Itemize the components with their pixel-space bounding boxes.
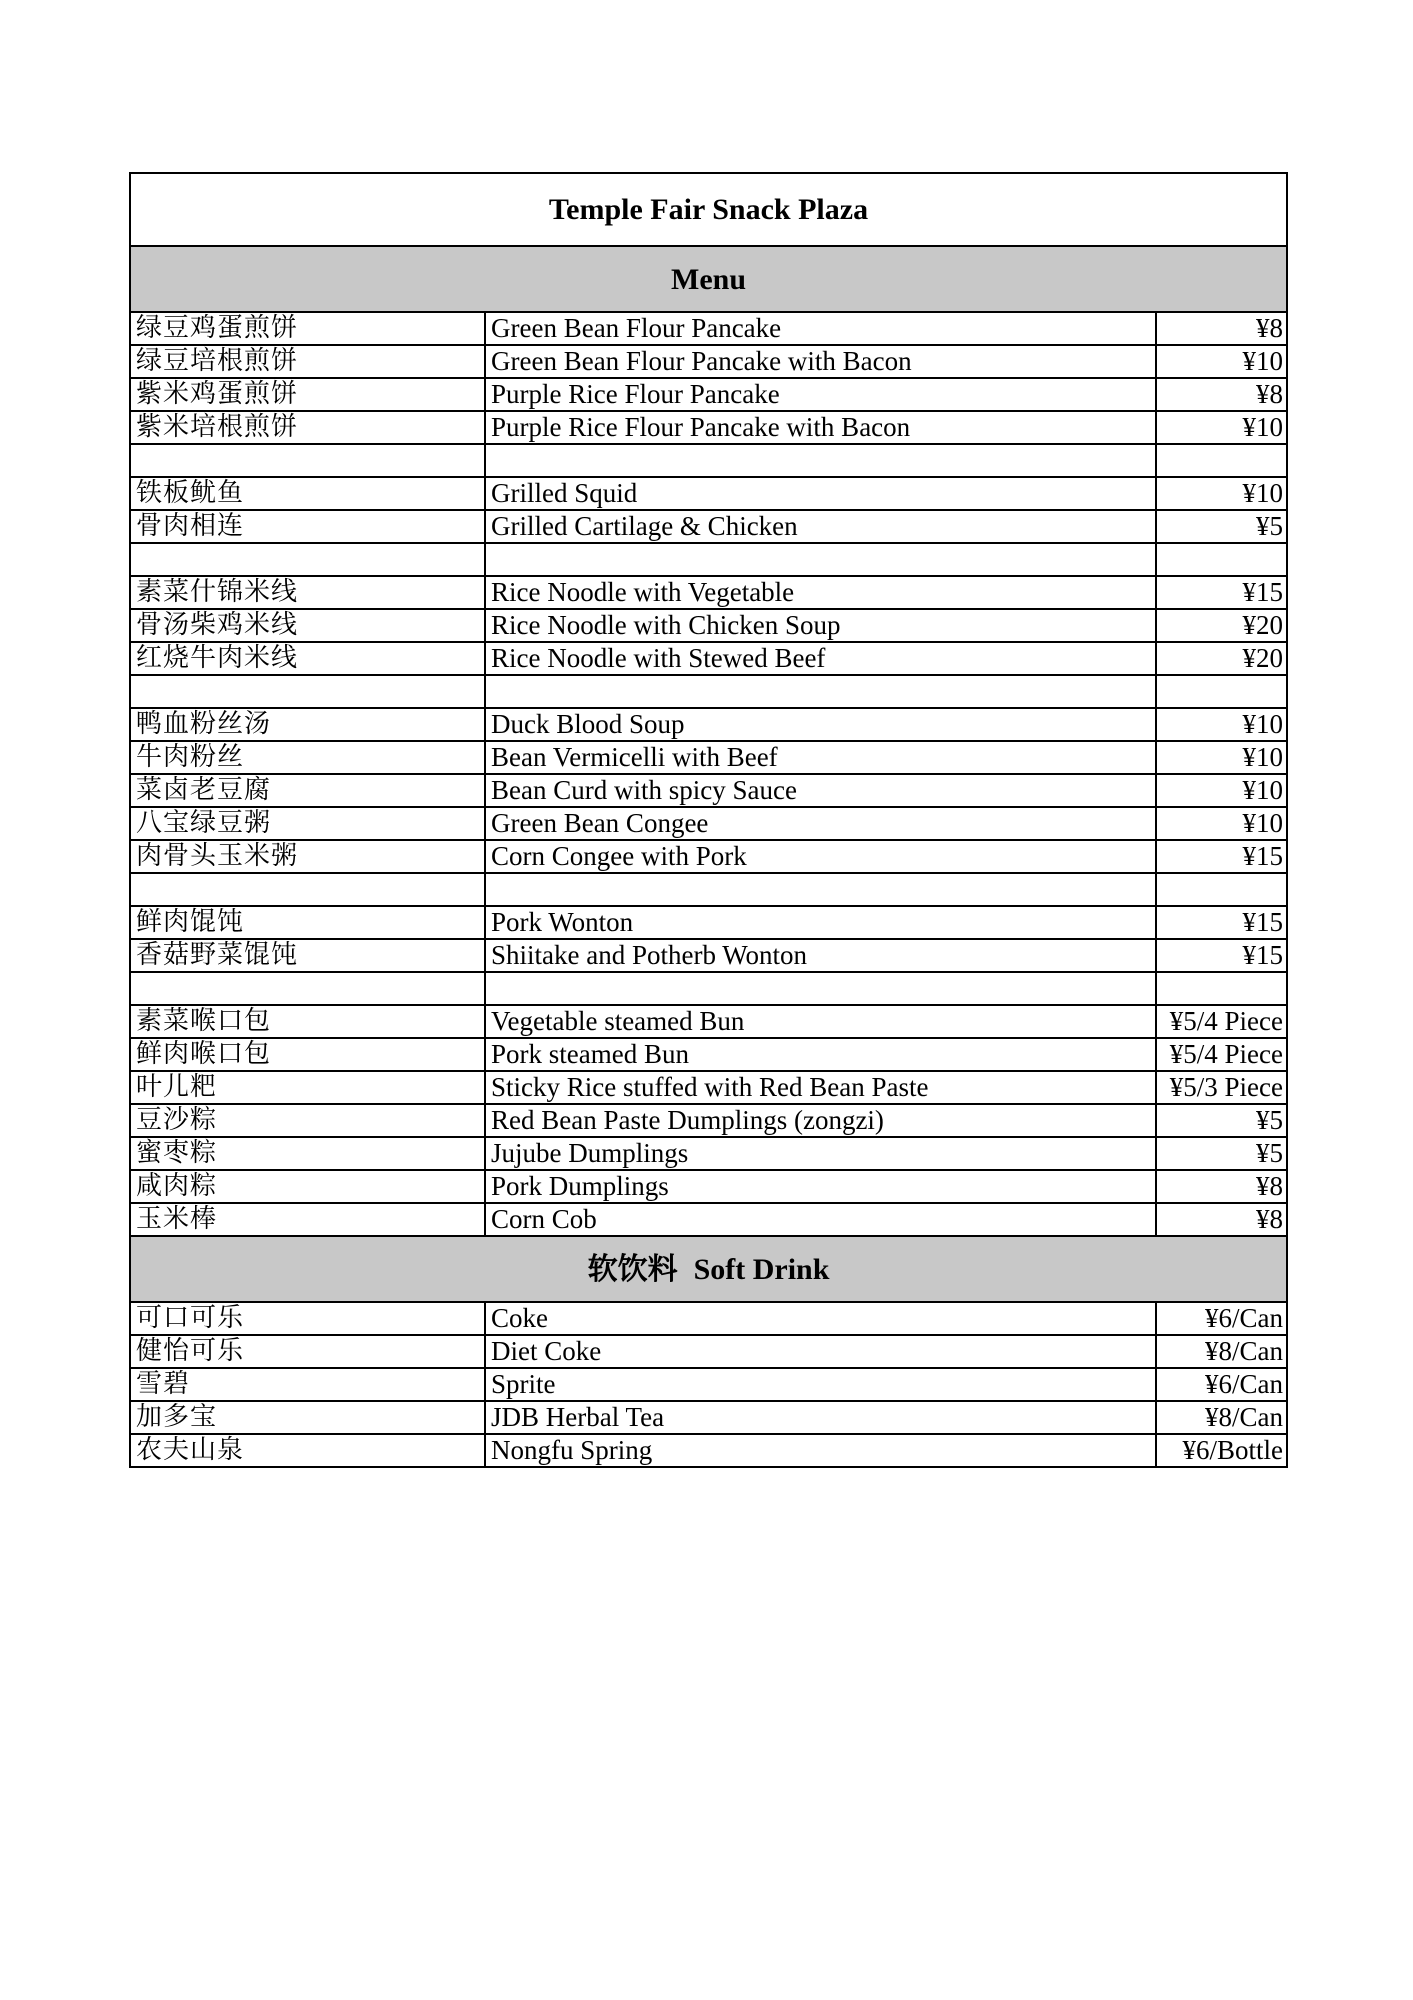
item-price: ¥10 bbox=[1156, 741, 1287, 774]
menu-item-row bbox=[130, 1038, 1287, 1071]
menu-item-row bbox=[130, 576, 1287, 609]
menu-table bbox=[129, 172, 1288, 1468]
menu-item-row bbox=[130, 741, 1287, 774]
menu-item-row bbox=[130, 807, 1287, 840]
item-price bbox=[1156, 444, 1287, 477]
menu-item-row bbox=[130, 906, 1287, 939]
item-name-cn: 鲜肉馄饨 bbox=[130, 906, 485, 939]
item-name-cn: 绿豆鸡蛋煎饼 bbox=[130, 312, 485, 345]
item-name-en: Duck Blood Soup bbox=[485, 708, 1156, 741]
item-name-cn: 素菜什锦米线 bbox=[130, 576, 485, 609]
item-name-en: Pork steamed Bun bbox=[485, 1038, 1156, 1071]
item-name-en: Shiitake and Potherb Wonton bbox=[485, 939, 1156, 972]
item-name-cn: 农夫山泉 bbox=[130, 1434, 485, 1467]
item-price: ¥6/Can bbox=[1156, 1302, 1287, 1335]
item-name-en: Vegetable steamed Bun bbox=[485, 1005, 1156, 1038]
spacer-row bbox=[130, 675, 1287, 708]
spacer-row bbox=[130, 873, 1287, 906]
item-name-en: Grilled Cartilage & Chicken bbox=[485, 510, 1156, 543]
item-price: ¥10 bbox=[1156, 807, 1287, 840]
menu-item-row bbox=[130, 708, 1287, 741]
item-name-cn: 红烧牛肉米线 bbox=[130, 642, 485, 675]
item-name-cn bbox=[130, 675, 485, 708]
section-heading-cn: 软饮料 bbox=[587, 1251, 678, 1287]
item-price: ¥5/4 Piece bbox=[1156, 1038, 1287, 1071]
item-name-en bbox=[485, 675, 1156, 708]
item-price: ¥20 bbox=[1156, 609, 1287, 642]
menu-item-row bbox=[130, 1104, 1287, 1137]
item-name-cn: 健怡可乐 bbox=[130, 1335, 485, 1368]
item-name-cn: 香菇野菜馄饨 bbox=[130, 939, 485, 972]
item-name-en: Sticky Rice stuffed with Red Bean Paste bbox=[485, 1071, 1156, 1104]
item-name-en: Green Bean Flour Pancake with Bacon bbox=[485, 345, 1156, 378]
item-name-en: Coke bbox=[485, 1302, 1156, 1335]
item-name-en: Green Bean Flour Pancake bbox=[485, 312, 1156, 345]
item-name-en: Red Bean Paste Dumplings (zongzi) bbox=[485, 1104, 1156, 1137]
item-name-en: Jujube Dumplings bbox=[485, 1137, 1156, 1170]
item-price: ¥15 bbox=[1156, 576, 1287, 609]
item-name-cn: 肉骨头玉米粥 bbox=[130, 840, 485, 873]
section-heading bbox=[130, 246, 1287, 312]
menu-item-row bbox=[130, 840, 1287, 873]
item-name-en: Rice Noodle with Vegetable bbox=[485, 576, 1156, 609]
menu-item-row bbox=[130, 411, 1287, 444]
menu-item-row bbox=[130, 1203, 1287, 1236]
item-name-en: Pork Dumplings bbox=[485, 1170, 1156, 1203]
item-name-en: Grilled Squid bbox=[485, 477, 1156, 510]
item-name-cn: 铁板鱿鱼 bbox=[130, 477, 485, 510]
item-name-en: Pork Wonton bbox=[485, 906, 1156, 939]
item-name-cn: 骨肉相连 bbox=[130, 510, 485, 543]
item-name-cn: 紫米鸡蛋煎饼 bbox=[130, 378, 485, 411]
item-price: ¥8/Can bbox=[1156, 1401, 1287, 1434]
item-name-cn: 素菜喉口包 bbox=[130, 1005, 485, 1038]
item-name-cn: 紫米培根煎饼 bbox=[130, 411, 485, 444]
item-name-en: Rice Noodle with Chicken Soup bbox=[485, 609, 1156, 642]
spacer-row bbox=[130, 972, 1287, 1005]
menu-item-row bbox=[130, 642, 1287, 675]
item-name-en: Purple Rice Flour Pancake with Bacon bbox=[485, 411, 1156, 444]
item-name-cn bbox=[130, 444, 485, 477]
item-price: ¥5 bbox=[1156, 510, 1287, 543]
item-price bbox=[1156, 873, 1287, 906]
menu-item-row bbox=[130, 1170, 1287, 1203]
item-price bbox=[1156, 543, 1287, 576]
item-name-cn: 菜卤老豆腐 bbox=[130, 774, 485, 807]
item-name-en bbox=[485, 873, 1156, 906]
spacer-row bbox=[130, 543, 1287, 576]
item-price: ¥8 bbox=[1156, 1170, 1287, 1203]
item-name-en: Rice Noodle with Stewed Beef bbox=[485, 642, 1156, 675]
item-name-en bbox=[485, 972, 1156, 1005]
item-price bbox=[1156, 972, 1287, 1005]
item-name-cn: 玉米棒 bbox=[130, 1203, 485, 1236]
section-header bbox=[130, 1236, 1287, 1302]
item-price: ¥10 bbox=[1156, 774, 1287, 807]
item-name-cn bbox=[130, 972, 485, 1005]
item-price: ¥8 bbox=[1156, 1203, 1287, 1236]
item-name-en: Nongfu Spring bbox=[485, 1434, 1156, 1467]
item-name-cn: 鲜肉喉口包 bbox=[130, 1038, 485, 1071]
menu-item-row bbox=[130, 1005, 1287, 1038]
menu-item-row bbox=[130, 1434, 1287, 1467]
item-price: ¥8/Can bbox=[1156, 1335, 1287, 1368]
item-price: ¥5/3 Piece bbox=[1156, 1071, 1287, 1104]
item-name-en: Corn Congee with Pork bbox=[485, 840, 1156, 873]
item-name-cn: 雪碧 bbox=[130, 1368, 485, 1401]
item-name-cn: 牛肉粉丝 bbox=[130, 741, 485, 774]
menu-item-row bbox=[130, 1071, 1287, 1104]
menu-item-row bbox=[130, 477, 1287, 510]
item-name-cn bbox=[130, 873, 485, 906]
item-name-cn: 蜜枣粽 bbox=[130, 1137, 485, 1170]
item-price: ¥20 bbox=[1156, 642, 1287, 675]
title-row bbox=[130, 173, 1287, 246]
item-price: ¥5 bbox=[1156, 1104, 1287, 1137]
item-name-cn: 叶儿粑 bbox=[130, 1071, 485, 1104]
menu-item-row bbox=[130, 1335, 1287, 1368]
item-price: ¥5/4 Piece bbox=[1156, 1005, 1287, 1038]
item-name-cn: 咸肉粽 bbox=[130, 1170, 485, 1203]
menu-item-row bbox=[130, 774, 1287, 807]
item-name-cn: 可口可乐 bbox=[130, 1302, 485, 1335]
item-name-en bbox=[485, 543, 1156, 576]
item-name-cn: 绿豆培根煎饼 bbox=[130, 345, 485, 378]
spacer-row bbox=[130, 444, 1287, 477]
item-name-cn bbox=[130, 543, 485, 576]
menu-item-row bbox=[130, 939, 1287, 972]
item-price: ¥8 bbox=[1156, 312, 1287, 345]
menu-item-row bbox=[130, 1137, 1287, 1170]
item-price: ¥6/Can bbox=[1156, 1368, 1287, 1401]
item-price: ¥15 bbox=[1156, 840, 1287, 873]
menu-title: Temple Fair Snack Plaza bbox=[130, 173, 1287, 246]
item-name-cn: 加多宝 bbox=[130, 1401, 485, 1434]
menu-item-row bbox=[130, 510, 1287, 543]
item-name-en: Bean Vermicelli with Beef bbox=[485, 741, 1156, 774]
item-price: ¥15 bbox=[1156, 939, 1287, 972]
item-price bbox=[1156, 675, 1287, 708]
menu-item-row bbox=[130, 609, 1287, 642]
menu-item-row bbox=[130, 312, 1287, 345]
item-price: ¥10 bbox=[1156, 345, 1287, 378]
item-name-en: Bean Curd with spicy Sauce bbox=[485, 774, 1156, 807]
menu-item-row bbox=[130, 1302, 1287, 1335]
menu-item-row bbox=[130, 1368, 1287, 1401]
item-name-en: Diet Coke bbox=[485, 1335, 1156, 1368]
menu-item-row bbox=[130, 345, 1287, 378]
item-price: ¥10 bbox=[1156, 411, 1287, 444]
item-price: ¥6/Bottle bbox=[1156, 1434, 1287, 1467]
menu-item-row bbox=[130, 378, 1287, 411]
item-name-cn: 鸭血粉丝汤 bbox=[130, 708, 485, 741]
menu-body bbox=[130, 173, 1287, 1467]
menu-item-row bbox=[130, 1401, 1287, 1434]
item-name-cn: 骨汤柴鸡米线 bbox=[130, 609, 485, 642]
item-price: ¥10 bbox=[1156, 477, 1287, 510]
item-name-en: JDB Herbal Tea bbox=[485, 1401, 1156, 1434]
item-name-en bbox=[485, 444, 1156, 477]
section-heading-en: Soft Drink bbox=[693, 1252, 830, 1286]
item-name-cn: 豆沙粽 bbox=[130, 1104, 485, 1137]
item-name-en: Sprite bbox=[485, 1368, 1156, 1401]
item-price: ¥5 bbox=[1156, 1137, 1287, 1170]
item-name-en: Purple Rice Flour Pancake bbox=[485, 378, 1156, 411]
item-price: ¥15 bbox=[1156, 906, 1287, 939]
section-heading-en: Menu bbox=[671, 262, 746, 296]
item-price: ¥10 bbox=[1156, 708, 1287, 741]
item-name-en: Corn Cob bbox=[485, 1203, 1156, 1236]
item-price: ¥8 bbox=[1156, 378, 1287, 411]
section-header bbox=[130, 246, 1287, 312]
section-heading bbox=[130, 1236, 1287, 1302]
item-name-en: Green Bean Congee bbox=[485, 807, 1156, 840]
item-name-cn: 八宝绿豆粥 bbox=[130, 807, 485, 840]
